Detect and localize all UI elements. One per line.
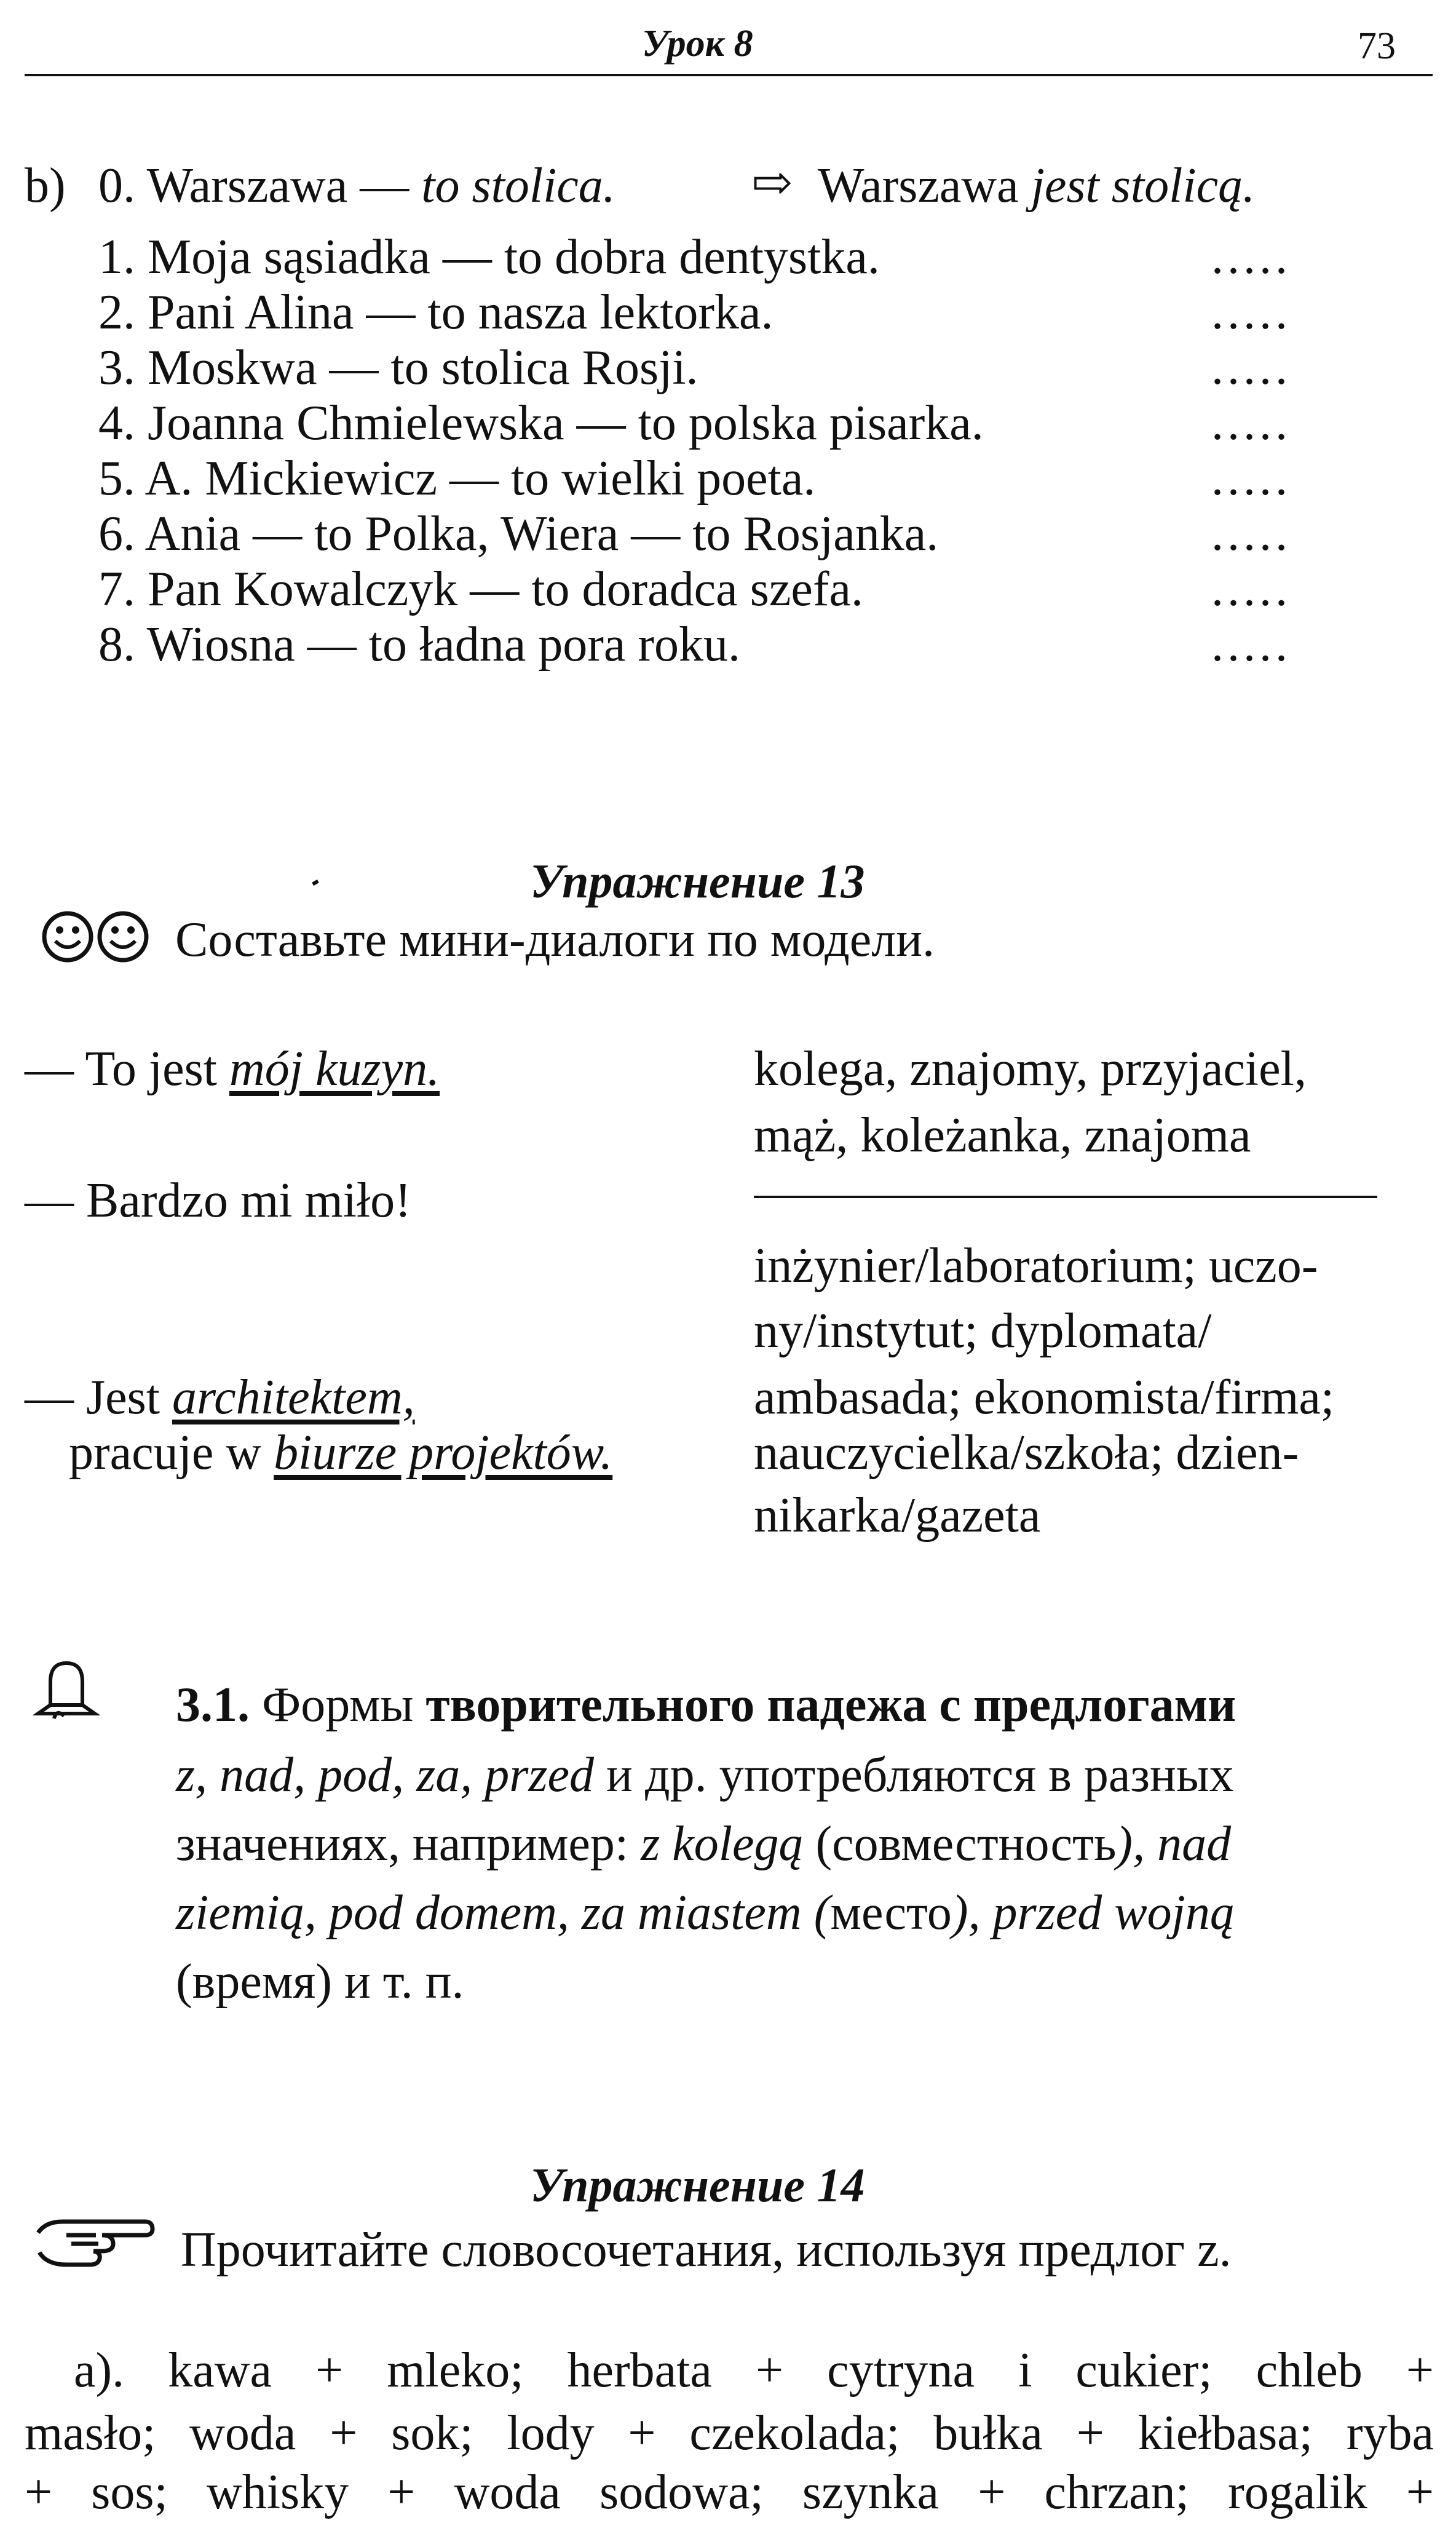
list-item: 7. Pan Kowalczyk — to doradca szefa. [98, 562, 863, 616]
substitution-line: ny/instytut; dyplomata/ [754, 1304, 1212, 1358]
list-item: 1. Moja sąsiadka — to dobra dentystka. [98, 230, 880, 284]
dialog-line-2: — Bardzo mi miło! [25, 1174, 411, 1228]
faces-icon [34, 909, 157, 964]
dialog-line-4: pracuje w biurze projektów. [69, 1426, 613, 1480]
answer-blank: ..... [1211, 451, 1291, 506]
answer-blank: ..... [1211, 230, 1291, 284]
grammar-line-3: значениях, например: z kolegą (совместность), nad [176, 1817, 1232, 1871]
column-divider [754, 1196, 1377, 1198]
example-italic: to stolica. [421, 159, 615, 213]
list-item: 3. Moskwa — to stolica Rosji. [98, 341, 698, 395]
dialog-line-3: — Jest architektem, [25, 1370, 415, 1424]
example-num: 0. [98, 159, 135, 213]
bell-icon [32, 1657, 101, 1728]
header-rule [25, 74, 1433, 76]
part-b-label: b) [25, 159, 66, 213]
answer-blank: ..... [1211, 507, 1291, 561]
pointing-hand-icon [34, 2214, 157, 2268]
list-item: 5. A. Mickiewicz — to wielki poeta. [98, 451, 816, 506]
variable-word: mój kuzyn. [229, 1042, 440, 1096]
grammar-line-2: z, nad, pod, za, przed и др. употребляются в разных [176, 1748, 1234, 1802]
answer-blank: ..... [1211, 562, 1291, 616]
exercise-14-line: + sos; whisky + woda sodowa; szynka + chrzan; rogalik + [25, 2465, 1434, 2519]
substitution-line: nauczycielka/szkoła; dzien- [754, 1426, 1299, 1480]
substitution-line: kolega, znajomy, przyjaciel, [754, 1042, 1307, 1096]
answer-blank: ..... [1211, 285, 1291, 340]
exercise-13-title: Упражнение 13 [530, 854, 865, 908]
example-text: Warszawa — [146, 159, 422, 213]
answer-blank: ..... [1211, 396, 1291, 450]
dialog-line-1: — To jest mój kuzyn. [25, 1042, 440, 1096]
variable-word: architektem, [172, 1370, 415, 1424]
grammar-line-1: 3.1. Формы творительного падежа с предлогами [176, 1678, 1236, 1732]
exercise-13-instruction: Составьте мини-диалоги по модели. [175, 913, 935, 967]
exercise-14-instruction: Прочитайте словосочетания, используя предлог z. [181, 2223, 1232, 2277]
list-item: 4. Joanna Chmielewska — to polska pisarka. [98, 396, 984, 450]
exercise-14-title: Упражнение 14 [530, 2158, 865, 2212]
substitution-line: nikarka/gazeta [754, 1488, 1041, 1543]
list-item: 6. Ania — to Polka, Wiera — to Rosjanka. [98, 507, 939, 561]
variable-word: biurze projektów. [274, 1426, 613, 1480]
stray-mark [312, 880, 319, 886]
substitution-line: ambasada; ekonomista/firma; [754, 1370, 1335, 1424]
arrow-icon: ⇨ [751, 156, 793, 210]
grammar-line-5: (время) и т. п. [176, 1955, 464, 2009]
answer-blank: ..... [1211, 618, 1291, 672]
substitution-line: mąż, koleżanka, znajoma [754, 1108, 1251, 1162]
list-item: 2. Pani Alina — to nasza lektorka. [98, 285, 774, 340]
running-header: Урок 8 [642, 23, 753, 65]
answer-blank: ..... [1211, 341, 1291, 395]
substitution-line: inżynier/laboratorium; uczo- [754, 1239, 1318, 1293]
grammar-line-4: ziemią, pod domem, za miastem (место), przed wojną [176, 1886, 1235, 1940]
exercise-14-line: a). kawa + mleko; herbata + cytryna i cukier; chleb + [74, 2343, 1434, 2398]
exercise-14-line: masło; woda + sok; lody + czekolada; bułka + kiełbasa; ryba [25, 2406, 1434, 2460]
page-number: 73 [1358, 25, 1396, 67]
example-row [98, 159, 615, 213]
list-item: 8. Wiosna — to ładna pora roku. [98, 618, 740, 672]
example-answer: Warszawa jest stolicą. [818, 159, 1256, 213]
